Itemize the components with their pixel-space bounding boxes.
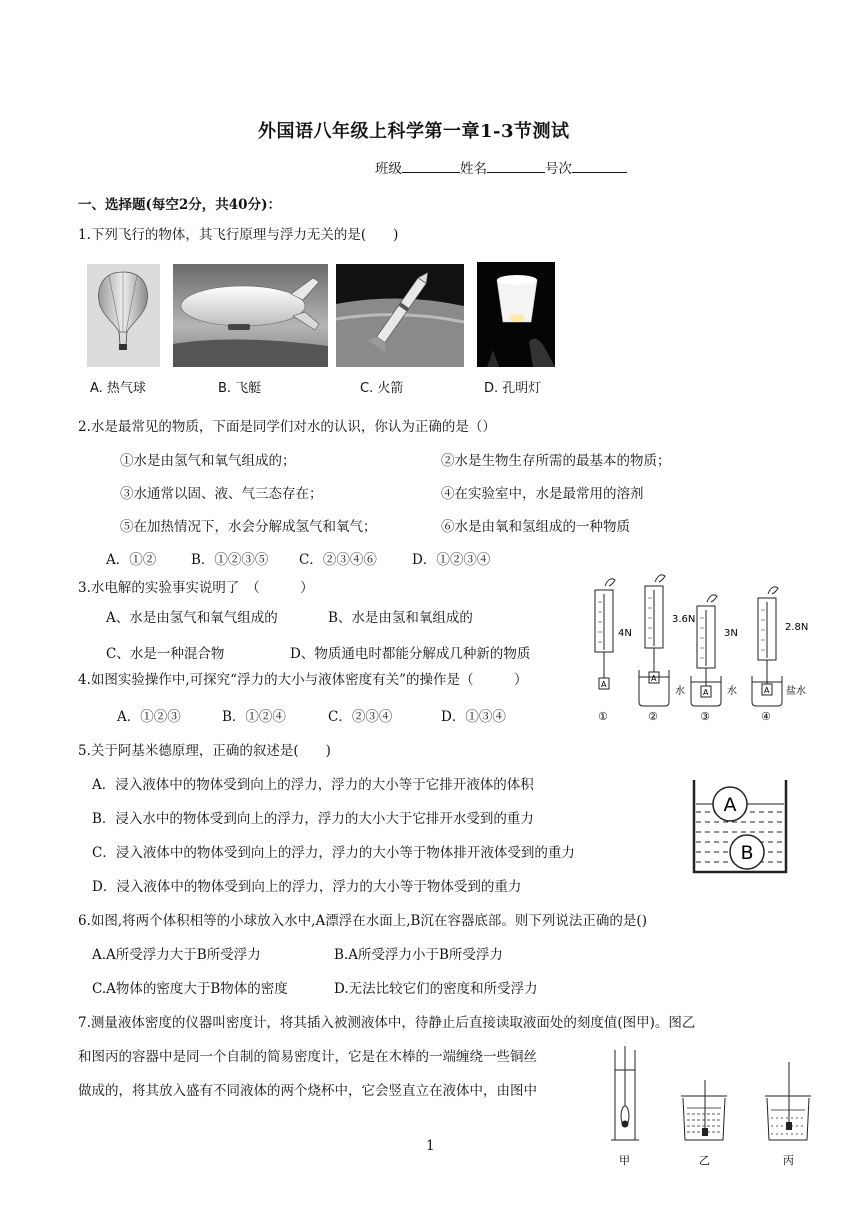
q4-option-d: D．①③④: [441, 709, 506, 725]
page-title: 外国语八年级上科学第一章1-3节测试: [258, 121, 570, 142]
student-info-line: [375, 158, 627, 178]
q6-stem: 6.如图,将两个体积相等的小球放入水中,A漂浮在水面上,B沉在容器底部。则下列说法正确的是(): [78, 913, 647, 929]
liquid-label-4: 盐水: [786, 686, 806, 697]
q2-item-5: ⑤在加热情况下，水会分解成氢气和氧气；: [120, 519, 377, 535]
number-label: 号次: [545, 161, 572, 177]
q6-option-d: D.无法比较它们的密度和所受浮力: [334, 981, 538, 997]
q5-option-a: A．浸入液体中的物体受到向上的浮力，浮力的大小等于它排开液体的体积: [92, 777, 534, 793]
q3-option-a: A、水是由氢气和氧气组成的: [106, 610, 278, 626]
number-blank[interactable]: [572, 158, 627, 173]
block-label-4: A: [764, 686, 770, 695]
q7-line-1: 7.测量液体密度的仪器叫密度计，将其插入被测液体中，待静止后直接读取液面处的刻度值(图甲)。图乙: [78, 1015, 696, 1031]
setup-label-1: ①: [598, 710, 608, 723]
q7-line-2: 和图丙的容器中是同一个自制的简易密度计，它是在木棒的一端缠绕一些铜丝: [78, 1049, 537, 1065]
q2-item-4: ④在实验室中，水是最常用的溶剂: [441, 486, 644, 502]
q5-option-b: B．浸入水中的物体受到向上的浮力，浮力的大小大于它排开水受到的重力: [92, 811, 534, 827]
setup-label-4: ④: [761, 710, 771, 723]
q4-option-b: B．①②④: [222, 709, 286, 725]
container-balls-figure: [690, 776, 790, 876]
rocket-image: [336, 264, 464, 367]
q3-stem: 3.水电解的实验事实说明了 （ ）: [78, 580, 314, 596]
q2-item-1: ①水是由氢气和氧气组成的；: [120, 453, 296, 469]
reading-2: 3.6N: [672, 614, 696, 625]
q5-stem: 5.关于阿基米德原理，正确的叙述是( ): [78, 743, 331, 759]
figure-label-jia: 甲: [619, 1154, 630, 1167]
q6-option-c: C.A物体的密度大于B物体的密度: [92, 981, 288, 997]
q6-option-a: A.A所受浮力大于B所受浮力: [92, 947, 261, 963]
q3-option-d: D、物质通电时都能分解成几种新的物质: [290, 646, 531, 662]
q1-caption-a: A. 热气球: [90, 381, 146, 396]
q2-option-d: D．①②③④: [412, 552, 491, 568]
figure-label-yi: 乙: [699, 1154, 710, 1167]
liquid-label-2: 水: [675, 686, 685, 697]
q2-item-6: ⑥水是由氧和氢组成的一种物质: [441, 519, 630, 535]
block-label-2: A: [651, 674, 657, 683]
q4-stem: 4.如图实验操作中,可探究“浮力的大小与液体密度有关”的操作是（ ）: [78, 672, 528, 688]
airship-image: [173, 264, 328, 367]
q1-caption-c: C. 火箭: [360, 381, 404, 396]
q2-item-2: ②水是生物生存所需的最基本的物质；: [441, 453, 671, 469]
setup-label-2: ②: [648, 710, 658, 723]
q2-option-a: A．①②: [106, 552, 157, 568]
q2-option-c: C．②③④⑥: [299, 552, 377, 568]
q1-caption-b: B. 飞艇: [218, 381, 262, 396]
name-label: 姓名: [460, 161, 487, 177]
q1-stem: 1.下列飞行的物体，其飞行原理与浮力无关的是( ): [78, 227, 399, 243]
setup-label-3: ③: [700, 710, 710, 723]
hot-air-balloon-image: [87, 264, 160, 367]
q2-option-b: B．①②③⑤: [191, 552, 269, 568]
q5-option-d: D．浸入液体中的物体受到向上的浮力，浮力的大小等于物体受到的重力: [92, 879, 522, 895]
block-label-1: A: [601, 680, 607, 689]
ball-b-label: B: [740, 842, 754, 864]
sky-lantern-image: [477, 262, 555, 367]
class-label: 班级: [375, 161, 402, 177]
figure-label-bing: 丙: [783, 1154, 794, 1167]
q2-stem: 2.水是最常见的物质，下面是同学们对水的认识，你认为正确的是（）: [78, 419, 496, 435]
q4-option-a: A．①②③: [117, 709, 181, 725]
name-blank[interactable]: [487, 158, 545, 173]
q3-option-b: B、水是由氢和氧组成的: [328, 610, 473, 626]
q1-caption-d: D. 孔明灯: [484, 381, 542, 396]
block-label-3: A: [703, 688, 709, 697]
section-heading: 一、选择题(每空2分，共40分)：: [78, 197, 281, 213]
q3-option-c: C、水是一种混合物: [106, 646, 225, 662]
q7-line-3: 做成的，将其放入盛有不同液体的两个烧杯中，它会竖直立在液体中，由图中: [78, 1083, 537, 1099]
ball-a-label: A: [723, 794, 737, 816]
q6-option-b: B.A所受浮力小于B所受浮力: [334, 947, 503, 963]
liquid-label-3: 水: [727, 686, 737, 697]
q5-option-c: C．浸入液体中的物体受到向上的浮力，浮力的大小等于物体排开液体受到的重力: [92, 845, 575, 861]
class-blank[interactable]: [402, 158, 460, 173]
q4-option-c: C．②③④: [328, 709, 393, 725]
page-number: 1: [426, 1138, 435, 1154]
hydrometer-figure: [605, 1040, 820, 1170]
reading-4: 2.8N: [785, 622, 809, 633]
reading-1: 4N: [618, 628, 632, 639]
reading-3: 3N: [724, 628, 738, 639]
spring-scale-figure: [585, 572, 835, 724]
q2-item-3: ③水通常以固、液、气三态存在；: [120, 486, 323, 502]
